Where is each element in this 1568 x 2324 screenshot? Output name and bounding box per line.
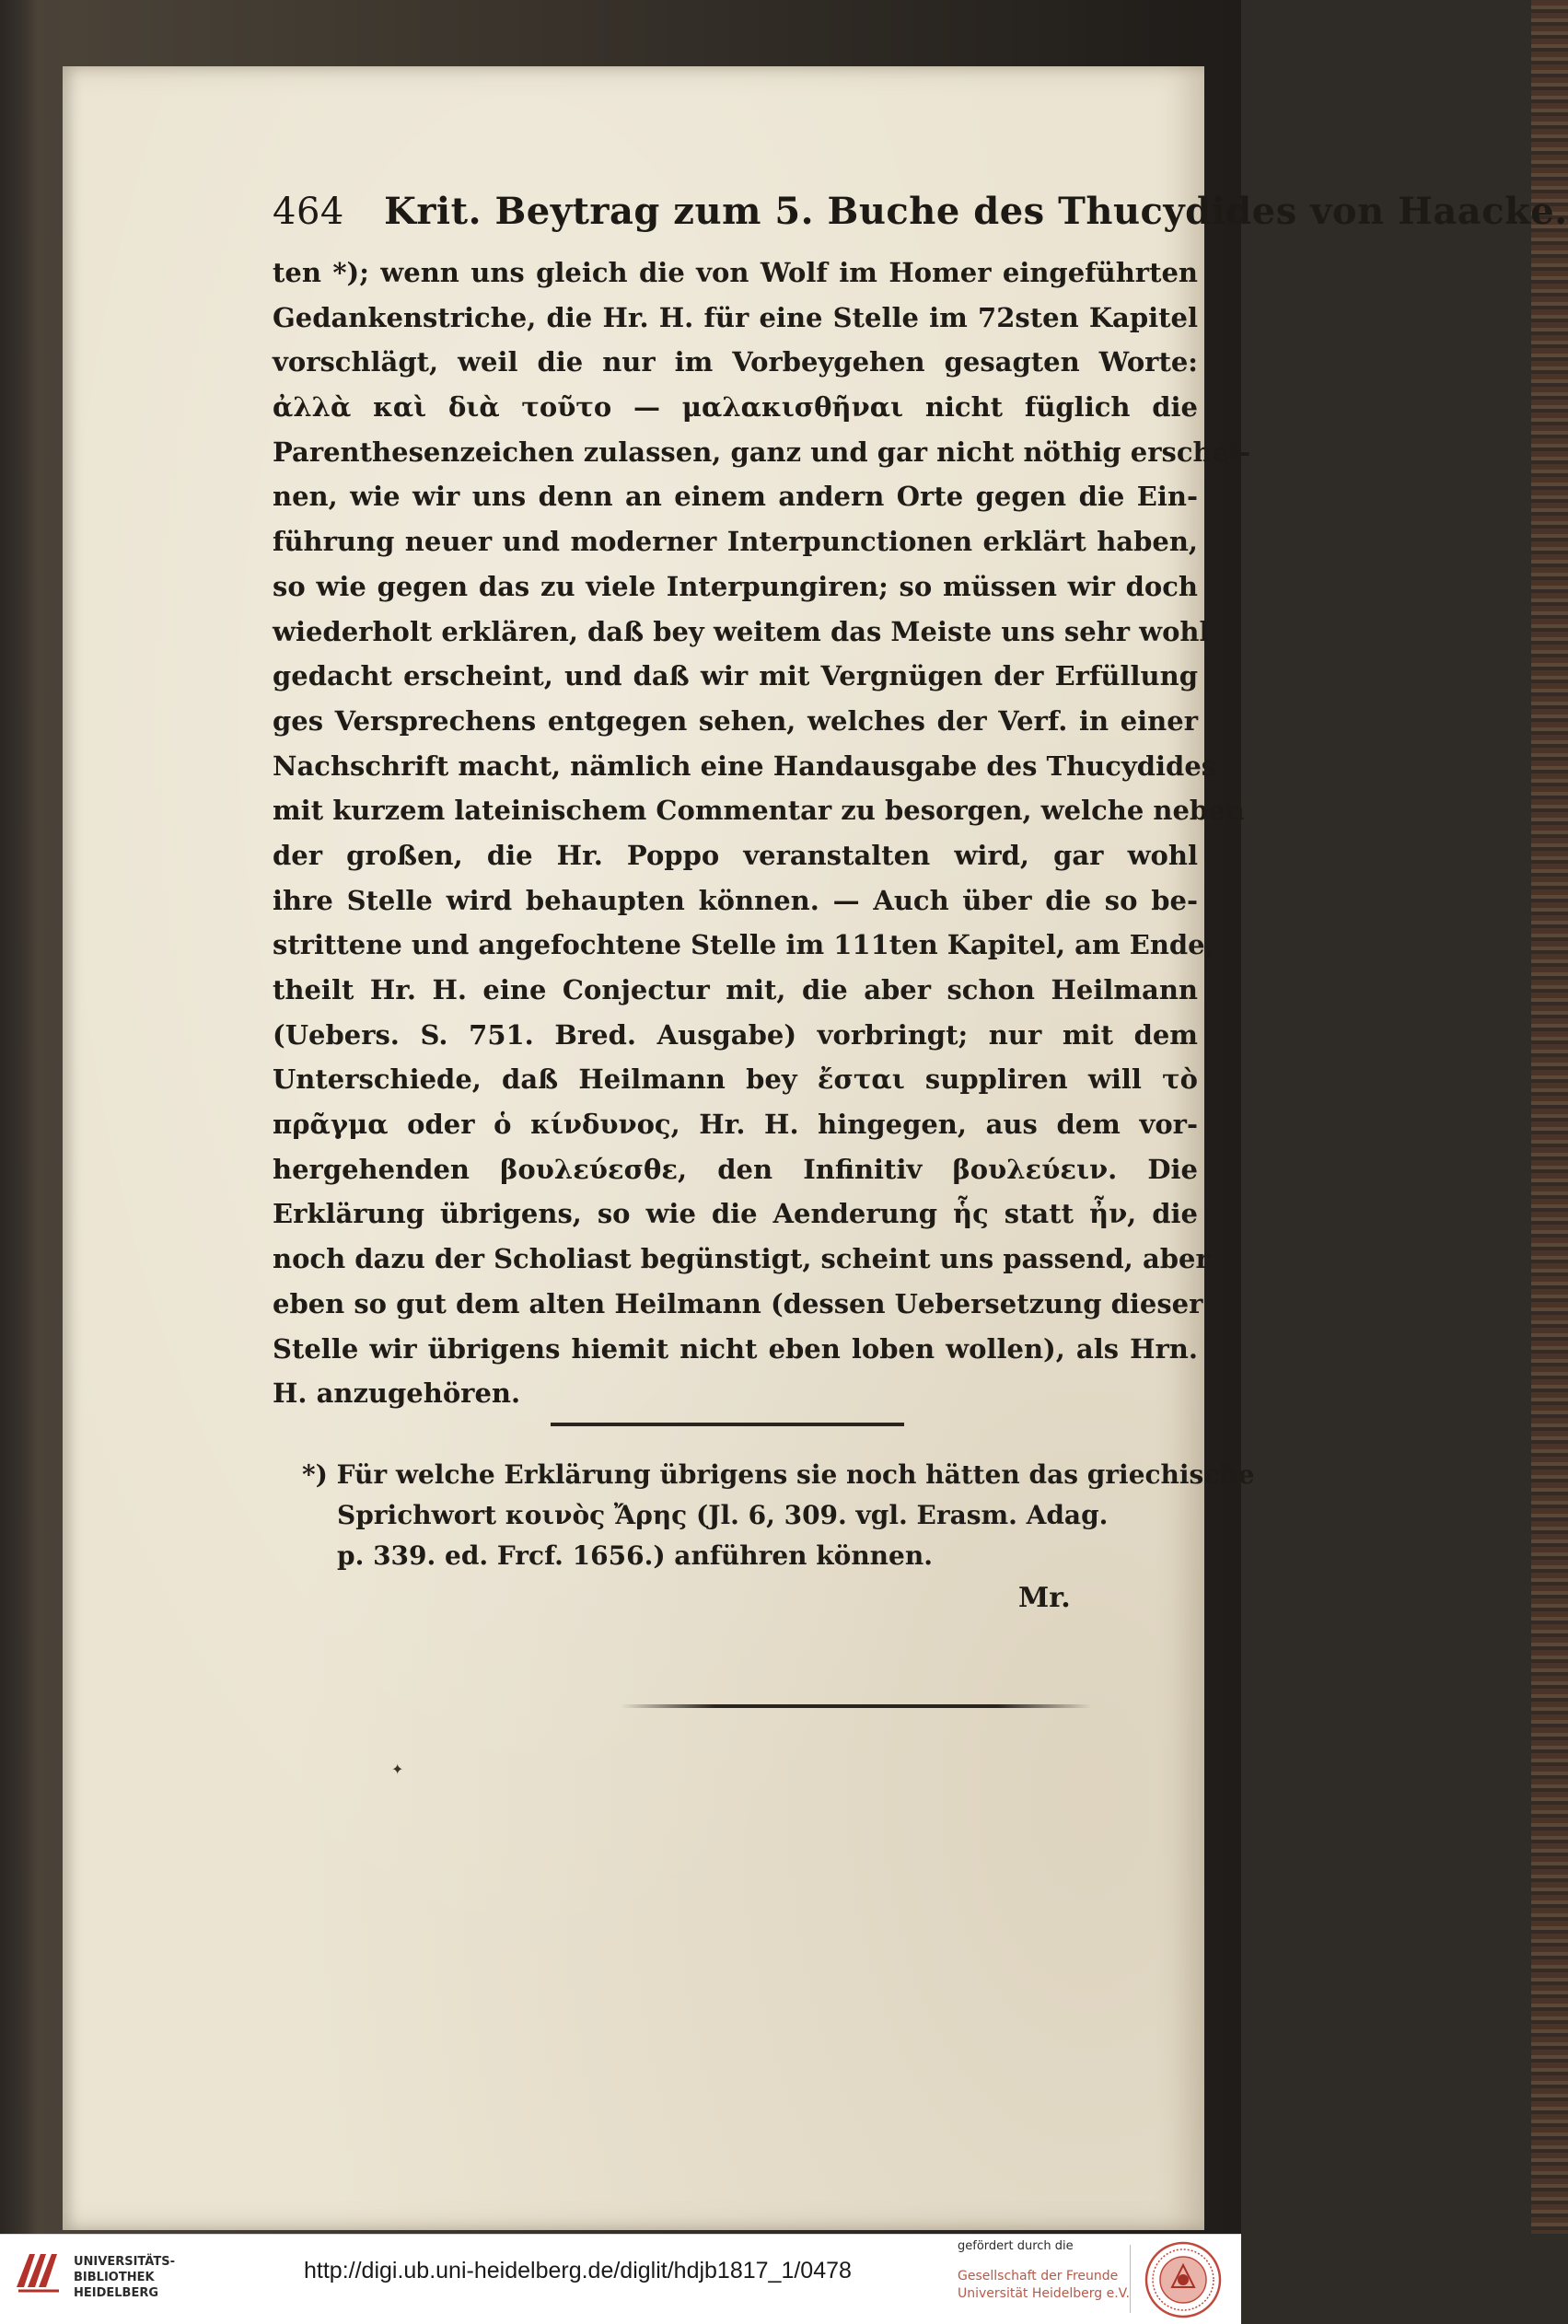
library-logo-icon (13, 2247, 64, 2298)
text-line: (Uebers. S. 751. Bred. Ausgabe) vorbringt; nur mit dem (273, 1018, 1198, 1051)
text-line: ἀλλὰ καὶ διὰ τοῦτο — μαλακισθῆναι nicht füglich die (273, 391, 1198, 424)
sponsor-name: Gesellschaft der Freunde (958, 2269, 1119, 2283)
text-line: mit kurzem lateinischem Commentar zu besorgen, welche neben (273, 795, 1245, 827)
library-name-line: HEIDELBERG (74, 2286, 159, 2300)
footnote-rule (551, 1423, 904, 1426)
footnote-line: p. 339. ed. Frcf. 1656.) anführen können. (337, 1540, 933, 1571)
text-line: nen, wie wir uns denn an einem andern Orte gegen die Ein- (273, 481, 1198, 513)
text-line: Nachschrift macht, nämlich eine Handausgabe des Thucydides (273, 749, 1217, 782)
permalink-url[interactable]: http://digi.ub.uni-heidelberg.de/diglit/hdjb1817_1/0478 (304, 2258, 852, 2283)
footnote (302, 1455, 1255, 1576)
sponsor-seal-icon (1144, 2241, 1222, 2318)
sponsor-block (958, 2239, 1132, 2303)
text-line: ges Versprechens entgegen sehen, welches der Verf. in einer (273, 704, 1198, 737)
text-line: strittene und angefochtene Stelle im 111ten Kapitel, am Ende, (273, 929, 1214, 961)
text-line: Gedankenstriche, die Hr. H. für eine Stelle im 72sten Kapitel (273, 301, 1198, 333)
footnote-line: Sprichwort κοινὸς Ἄρης (Jl. 6, 309. vgl. Erasm. Adag. (337, 1500, 1109, 1530)
library-name (74, 2254, 175, 2301)
running-title: Krit. Beytrag zum 5. Buche des Thucydides von Haacke. (384, 190, 1568, 233)
text-line: so wie gegen das zu viele Interpungiren; so müssen wir doch (273, 570, 1198, 602)
text-line: hergehenden βουλεύεσθε, den Infinitiv βουλεύειν. Die (273, 1153, 1198, 1185)
sponsor-divider (1130, 2245, 1131, 2313)
text-line: Erklärung übrigens, so wie die Aenderung ἧς statt ἦν, die (273, 1198, 1198, 1230)
sponsor-name: Universität Heidelberg e.V. (958, 2286, 1130, 2301)
body-text (273, 250, 1251, 1416)
text-line: Stelle wir übrigens hiemit nicht eben loben wollen), als Hrn. (273, 1332, 1198, 1365)
running-head (273, 190, 1568, 233)
ink-mark: ✦ (391, 1760, 404, 1778)
text-line: Unterschiede, daß Heilmann bey ἔσται suppliren will τὸ (273, 1063, 1198, 1096)
text-line: ihre Stelle wird behaupten können. — Auch über die so be- (273, 884, 1198, 916)
text-line: führung neuer und moderner Interpunctionen erklärt haben, (273, 526, 1198, 558)
text-line: eben so gut dem alten Heilmann (dessen Uebersetzung dieser (273, 1287, 1203, 1319)
text-line: πρᾶγμα oder ὁ κίνδυνος, Hr. H. hingegen, aus dem vor- (273, 1109, 1198, 1141)
library-name-line: BIBLIOTHEK (74, 2271, 155, 2284)
text-line: Parenthesenzeichen zulassen, ganz und gar nicht nöthig erschei- (273, 436, 1251, 468)
footnote-line: *) Für welche Erklärung übrigens sie noch hätten das griechische (302, 1459, 1255, 1490)
sponsor-label: gefördert durch die (958, 2239, 1074, 2253)
page-number: 464 (273, 191, 344, 233)
text-line: noch dazu der Scholiast begünstigt, scheint uns passend, aber (273, 1243, 1210, 1275)
text-line: gedacht erscheint, und daß wir mit Vergnügen der Erfüllung (273, 660, 1198, 692)
text-line: theilt Hr. H. eine Conjectur mit, die aber schon Heilmann (273, 974, 1198, 1005)
footnote-signature: Mr. (1018, 1582, 1071, 1614)
library-name-line: UNIVERSITÄTS- (74, 2255, 175, 2269)
text-line: ten *); wenn uns gleich die von Wolf im Homer eingeführten (273, 257, 1198, 288)
text-line: der großen, die Hr. Poppo veranstalten wird, gar wohl (273, 839, 1198, 871)
book-edge (1531, 0, 1568, 2234)
end-rule (621, 1704, 1092, 1708)
text-line: wiederholt erklären, daß bey weitem das Meiste uns sehr wohl (273, 615, 1210, 647)
text-line: H. anzugehören. (273, 1377, 521, 1410)
text-line: vorschlägt, weil die nur im Vorbeygehen gesagten Worte: (273, 346, 1198, 378)
